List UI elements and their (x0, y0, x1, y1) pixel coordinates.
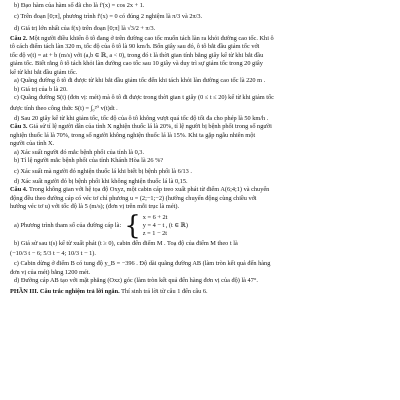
q3-option-a: a) Xác suất người đó mắc bệnh phổi của tỉnh là 0,3. (14, 148, 145, 156)
part3-title: PHẦN III. Câu trắc nghiệm trả lời ngắn. (10, 287, 120, 295)
q2-stem-line-3: tốc độ v(t) = at + b (m/s) với (a,b ∈ ℝ, a < 0), trong đó t là thời gian tính bằng giây kể từ khi bắt đầu (10, 51, 264, 59)
part3-heading (10, 286, 390, 298)
q3-stem-line-1 (10, 123, 390, 132)
q4-option-b-line-2: (−10/3 t − 6; 5/3 t − 4; 10/3 t − 1). (10, 250, 96, 257)
q3-option-d: d) Xác suất người đó bị bệnh phổi khi không nghiện thuốc lá là 0,15. (14, 177, 188, 185)
q3-option-c: c) Xác suất mà người đó nghiện thuốc lá khi biết bị bệnh phổi là 6/13 . (14, 167, 192, 175)
q2-stem-line-2: tô cách điểm tách làn 320 m, tốc độ của ô tô là 90 km/h. Bốn giây sau đó, ô tô bắt đầu giảm tốc với (10, 43, 260, 50)
part3-instructions: Thí sinh trả lời từ câu 1 đến câu 6. (119, 287, 208, 295)
q1-option-c: c) Trên đoạn [0;π], phương trình f'(x) = 0 có đúng 2 nghiệm là π/3 và 2π/3. (14, 12, 203, 20)
q4-option-b-line-1: b) Giả sử sau t(s) kể từ xuất phát (t ≥ 0), cabin đến điểm M . Toạ độ của điểm M theo t là (14, 239, 238, 247)
q4-stem-text-1: Trong không gian với hệ tọa độ Oxyz, một cabin cáp treo xuất phát từ điểm A(6;4;1) và chuyển (27, 186, 270, 193)
q3-option-b: b) Tỉ lệ người mắc bệnh phổi của tỉnh Khánh Hòa là 26 %? (14, 157, 164, 164)
q2-option-d: d) Sau 20 giây kể từ khi giảm tốc, tốc độ của ô tô không vượt quá tốc độ tối đa cho phép là 50 km/h . (14, 114, 269, 122)
q1-option-d: d) Giá trị lớn nhất của f(x) trên đoạn [0;π] là √3/2 + π/3. (14, 24, 156, 32)
q4-option-c-line-1: c) Cabin dừng ở điểm B có tung độ y_B = −396 . Độ dài quãng đường AB (làm tròn kết quả đến hàng (14, 260, 271, 267)
q2-option-a: a) Quãng đường ô tô đi được từ khi bắt đầu giảm tốc đến khi tách khỏi làn đường cao tốc là 220 m . (14, 77, 266, 84)
q4-option-c-line-2: đơn vị của mét) bằng 1200 mét. (10, 268, 91, 276)
q3-title: Câu 3. (10, 123, 28, 130)
q4-stem-line-1 (10, 186, 390, 195)
q2-stem-line-5: kể từ khi bắt đầu giảm tốc. (10, 68, 78, 76)
q4-stem-line-2: động đều theo đường cáp có véc tơ chỉ phương u = (2;−1;−2) (hướng chuyển động cùng chiều với (10, 194, 257, 202)
q2-stem-line-4: giảm tốc. Biết rằng ô tô tách khỏi làn đường cao tốc sau 10 giây và duy trì sự giảm tốc trong 20 giây (10, 60, 263, 67)
q2-option-c-line-1: c) Quãng đường S(t) (đơn vị: mét) mà ô tô đi được trong thời gian t giây (0 ≤ t ≤ 20) kể từ khi giảm tốc (14, 94, 274, 101)
q2-option-c-line-2: được tính theo công thức S(t) = ∫₀²⁰ v(t)dt . (10, 104, 118, 112)
q4-option-a (10, 212, 390, 240)
q3-stem-line-2: nghiện thuốc lá là 70%, trong số người không nghiện thuốc lá là 15%. Khi ta gặp ngẫu nhiên một (10, 131, 256, 139)
q1-option-b: b) Đạo hàm của hàm số đã cho là f'(x) = cos 2x + 1. (14, 2, 145, 9)
q2-title: Câu 2. (10, 34, 28, 42)
q2-stem-text-1: Một người điều khiển ô tô đang ở trên đường cao tốc muốn tách làn ra khỏi đường cao tốc. Khi ô (27, 34, 274, 42)
q3-stem-text-1: Giả sử tỉ lệ người dân của tỉnh X nghiện thuốc lá là 20%, tỉ lệ người bị bệnh phổi trong số người (27, 123, 272, 130)
parametric-system (143, 214, 188, 238)
system-brace: { (124, 210, 141, 241)
q4-option-d: d) Đường cáp AB tạo với mặt phẳng (Oxz) góc (làm tròn kết quả đến hàng đơn vị của độ) là 47°. (14, 277, 258, 284)
system-eq-y: y = 4 − t , (t ∈ ℝ) (142, 221, 188, 229)
q4-stem-line-3: hướng véc tơ u) với tốc độ là 5 (m/s); (đơn vị trên mỗi trục là mét). (10, 203, 180, 210)
q2-option-b: b) Giá trị của b là 20. (14, 85, 68, 93)
q2-stem-line-1 (10, 35, 390, 44)
system-eq-z: z = 1 − 2t (142, 229, 168, 237)
q3-stem-line-3: người của tỉnh X. (10, 140, 55, 147)
q4-option-a-label: a) Phương trình tham số của đường cáp là: (14, 222, 122, 229)
system-eq-x: x = 6 + 2t (142, 213, 168, 221)
q4-title: Câu 4. (10, 186, 28, 193)
